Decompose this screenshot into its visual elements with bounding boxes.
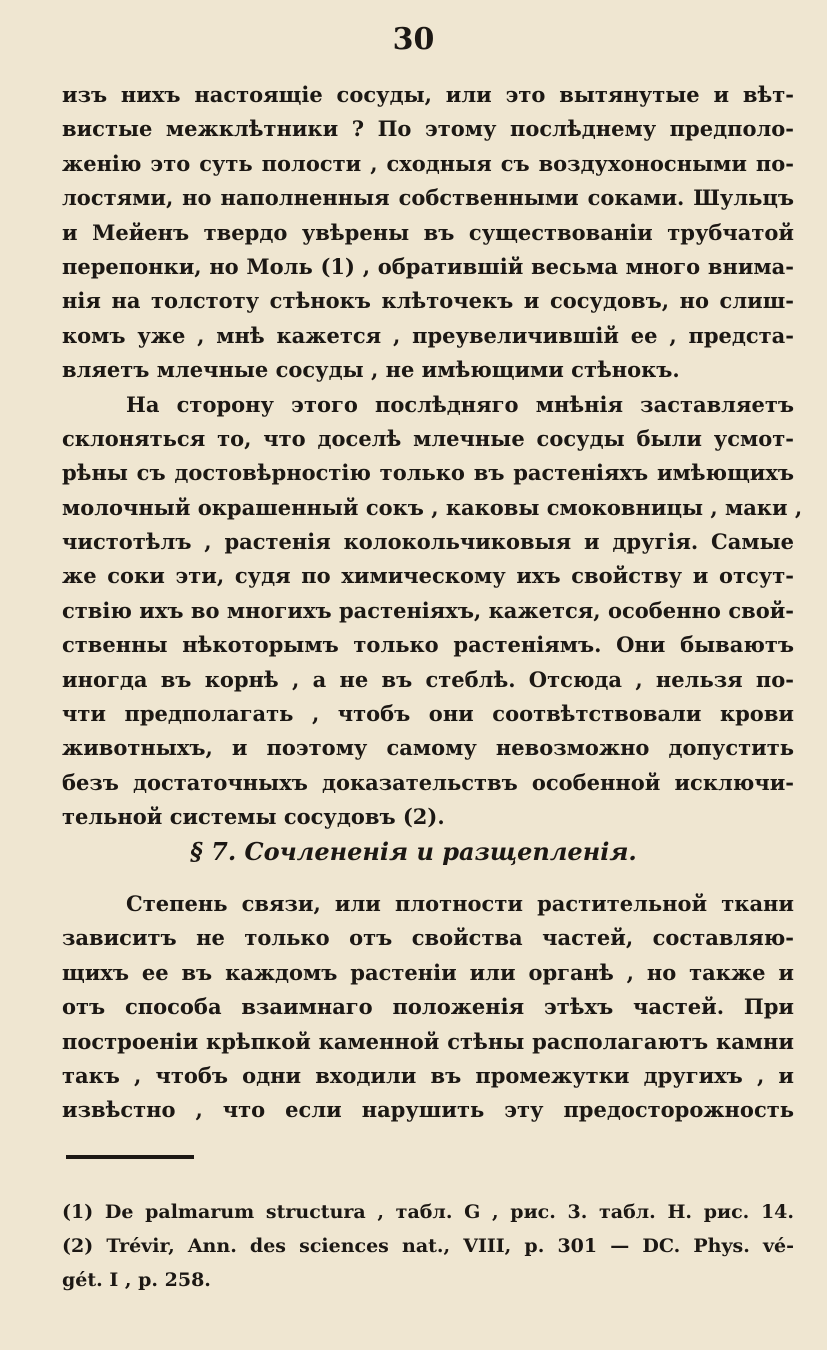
- text-line: Степень связи, или плотности растительной ткани: [126, 891, 794, 916]
- main-text: [62, 78, 803, 835]
- text-line: иногда въ корнѣ , а не въ стеблѣ. Отсюда , нельзя по-: [62, 666, 794, 692]
- text-line: чти предполагать , чтобъ они соотвѣтствовали крови: [62, 701, 794, 727]
- text-line: безъ достаточныхъ доказательствъ особенной исключи-: [62, 769, 794, 795]
- section-heading: § 7. Сочлененія и разщепленія.: [190, 837, 637, 866]
- main-text-continued: [62, 887, 794, 1128]
- text-line: и Мейенъ твердо увѣрены въ существованіи трубчатой: [62, 219, 794, 245]
- footnote-line: (1) De palmarum structura , табл. G , рис. 3. табл. H. рис. 14.: [62, 1201, 794, 1223]
- text-line: изъ нихъ настоящіе сосуды, или это вытянутые и вѣт-: [62, 82, 794, 107]
- footnote-line: gét. I , p. 258.: [62, 1269, 211, 1291]
- text-line: рѣны съ достовѣрностію только въ растеніяхъ имѣющихъ: [62, 460, 794, 486]
- text-line: ственны нѣкоторымъ только растеніямъ. Они бываютъ: [62, 632, 794, 658]
- text-line: чистотѣлъ , растенія колокольчиковыя и другія. Самые: [62, 529, 794, 555]
- page-number: 30: [392, 22, 435, 57]
- text-line: молочный окрашенный сокъ , каковы смоковницы , маки ,: [62, 494, 803, 520]
- text-line: На сторону этого послѣдняго мнѣнія заставляетъ: [126, 391, 794, 417]
- text-line: же соки эти, судя по химическому ихъ свойству и отсут-: [62, 563, 794, 589]
- text-line: нія на толстоту стѣнокъ клѣточекъ и сосудовъ, но слиш-: [62, 288, 794, 314]
- text-line: такъ , чтобъ одни входили въ промежутки другихъ , и: [62, 1062, 794, 1088]
- footnote-divider: [66, 1155, 194, 1159]
- text-line: отъ способа взаимнаго положенія этѣхъ частей. При: [62, 994, 794, 1020]
- text-line: женію это суть полости , сходныя съ воздухоносными по-: [62, 150, 794, 176]
- text-line: щихъ ее въ каждомъ растеніи или органѣ , но также и: [62, 959, 794, 985]
- text-line: тельной системы сосудовъ (2).: [62, 804, 445, 830]
- text-line: вистые межклѣтники ? По этому послѣднему предполо-: [62, 116, 794, 142]
- footnote-line: (2) Trévir, Ann. des sciences nat., VIII, p. 301 — DC. Phys. vé-: [62, 1235, 794, 1257]
- text-line: построеніи крѣпкой каменной стѣны располагаютъ камни: [62, 1028, 794, 1054]
- text-line: зависитъ не только отъ свойства частей, составляю-: [62, 925, 794, 951]
- text-line: комъ уже , мнѣ кажется , преувеличившій ее , предста-: [62, 322, 794, 348]
- text-line: извѣстно , что если нарушить эту предосторожность: [62, 1097, 794, 1123]
- text-line: перепонки, но Моль (1) , обратившій весьма много внима-: [62, 253, 794, 279]
- text-line: ствію ихъ во многихъ растеніяхъ, кажется, особенно свой-: [62, 597, 794, 623]
- text-line: лостями, но наполненныя собственными соками. Шульцъ: [62, 185, 794, 211]
- text-line: вляетъ млечные сосуды , не имѣющими стѣнокъ.: [62, 357, 680, 383]
- text-line: животныхъ, и поэтому самому невозможно допустить: [62, 735, 794, 761]
- text-line: склоняться то, что доселѣ млечные сосуды были усмот-: [62, 425, 794, 451]
- footnotes: [62, 1195, 794, 1297]
